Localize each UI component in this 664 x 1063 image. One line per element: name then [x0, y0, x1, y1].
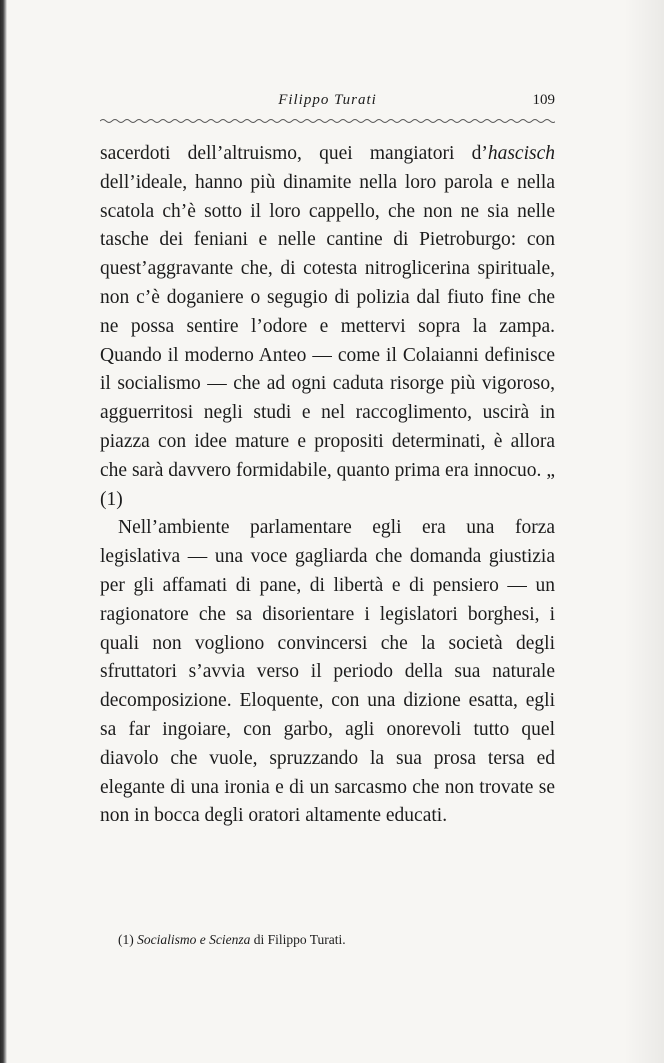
footnote-marker: (1) [118, 932, 134, 947]
page-shadow [624, 0, 664, 1063]
running-title: Filippo Turati [278, 92, 377, 108]
body-text [100, 140, 555, 831]
paragraph-1-text-b: dell’ideale, hanno più dinamite nella loro parola e nella scatola ch’è sotto il loro cappello, che non ne sia nelle tasche dei feniani e nelle cantine di Pietroburgo: con quest’aggravante che, di cotesta nitroglicerina spirituale, non c’è doganiere o segugio di polizia dal fiuto fine che ne possa sentire l’odore e mettervi sopra la zampa. Quando il moderno Anteo — come il Colaianni definisce il socialismo — che ad ogni caduta risorge più vigoroso, agguerritosi negli studi e nel raccoglimento, uscirà in piazza con idee mature e propositi determinati, è allora che sarà davvero formidabile, quanto prima era innocuo. „ (1) [100, 171, 555, 510]
wavy-rule [100, 117, 555, 125]
footnote-title: Socialismo e Scienza [137, 932, 251, 947]
page-binding-edge [0, 0, 7, 1063]
footnote-rest: di Filippo Turati. [250, 932, 346, 947]
paragraph-2: Nell’ambiente parlamentare egli era una forza legislativa — una voce gagliarda che domanda giustizia per gli affamati di pane, di libertà e di pensiero — un ragionatore che sa disorientare i legislatori borghesi, i quali non vogliono convincersi che la società degli sfruttatori s’avvia verso il periodo della sua naturale decomposizione. Eloquente, con una dizione esatta, egli sa far ingoiare, con garbo, agli onorevoli tutto quel diavolo che vuole, spruzzando la sua prosa tersa ed elegante di una ironia e di un sarcasmo che non trovate se non in bocca degli oratori altamente educati. [100, 517, 555, 827]
footnote [118, 931, 558, 949]
running-head [100, 92, 555, 114]
page-number: 109 [532, 92, 555, 108]
paragraph-1-text-a: sacerdoti dell’altruismo, quei mangiatori d’ [100, 143, 488, 164]
italic-word: hascisch [487, 143, 555, 164]
paragraph-1 [100, 140, 555, 514]
